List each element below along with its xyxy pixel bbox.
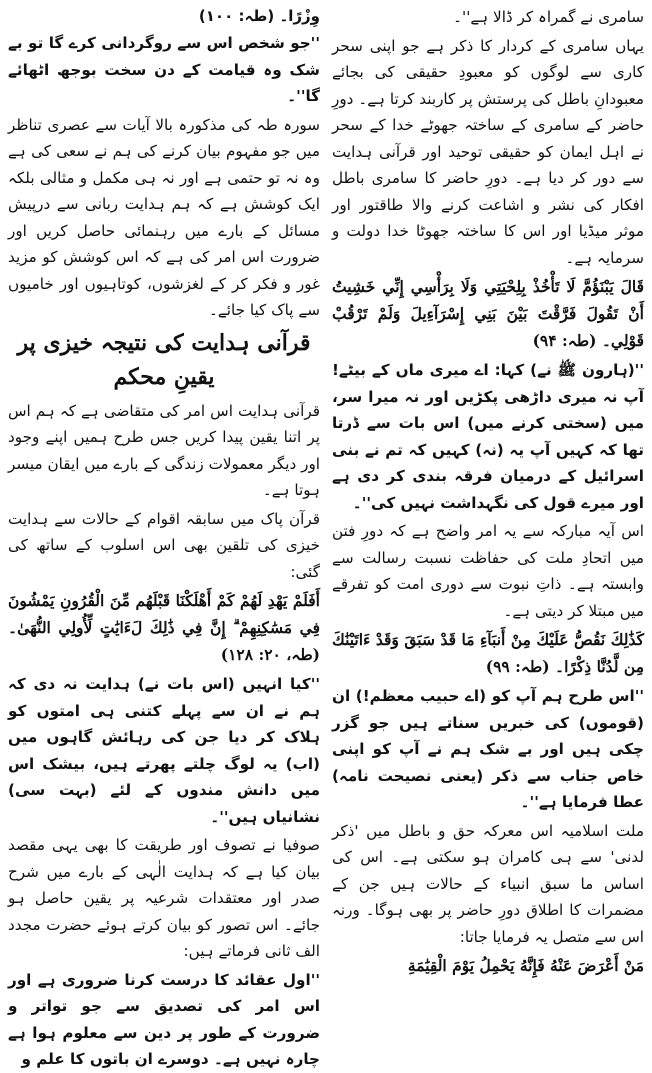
- paragraph: یہاں سامری کے کردار کا ذکر ہے جو اپنی سحر کاری سے لوگوں کو معبودِ حقیقی کی بجائے معبودانِ باطل کی پرستش پر کاربند کرتا ہے۔ دورِ حاضر کے سامری کے ساختہ جھوٹے خدا کے سحر نے اہل ایمان کو حقیقی توحید اور قرآنی ہدایت سے دور کر دیا ہے۔ دورِ حاضر کا سامری باطل افکار کی نشر و اشاعت کرنے والا طاقتور اور موثر میڈیا اور اس کا ساختہ جھوٹا خدا دولت و سرمایہ ہے۔: [332, 36, 644, 267]
- translation-quote: ''کیا انہیں (اس بات نے) ہدایت نہ دی کہ ہم نے ان سے پہلے کتنی ہی امتوں کو ہلاک کر دیا جن کی رہائش گاہوں میں (اب) یہ لوگ چلتے پھرتے ہیں، بیشک اس میں دانش مندوں کے لئے (بہت سی) نشانیاں ہیں''۔: [8, 675, 320, 826]
- translation-quote: ''اول عقائد کا درست کرنا ضروری ہے اور اس امر کی تصدیق سے جو تواتر و ضرورت کے طور پر دین سے معلوم ہوا ہے چارہ نہیں ہے۔ دوسرے ان باتوں کا علم و: [8, 970, 320, 1068]
- paragraph: سامری نے گمراہ کر ڈالا ہے''۔: [453, 8, 644, 26]
- translation-quote: ''(ہارون ﷺ نے) کہا: اے میری ماں کے بیٹے! آپ نہ میری داڑھی پکڑیں اور نہ میرا سر، میں (سختی کرنے میں) اس بات سے ڈرتا تھا کہ کہیں آپ یہ (نہ) کہیں کہ تم نے بنی اسرائیل کے درمیان فرقہ بندی کر دی ہے اور میرے قول کی نگہداشت نہیں کی''۔: [332, 361, 644, 512]
- paragraph: صوفیا نے تصوف اور طریقت کا بھی یہی مقصد بیان کیا ہے کہ ہدایت الٰہی کے بارے میں شرح صدر اور معتقدات شرعیہ پر یقین حاصل ہو جائے۔ اس تصور کو بیان کرتے ہوئے حضرت مجدد الف ثانی فرماتے ہیں:: [8, 836, 320, 960]
- quran-verse: أَفَلَمْ يَهْدِ لَهُمْ كَمْ أَهْلَكْنَا قَبْلَهُم مِّنَ الْقُرُونِ يَمْشُونَ فِي مَسَٰكِنِهِمْ ۗ إِنَّ فِي ذَٰلِكَ لَءَايَٰتٍ لِّأُولِي النُّهَىٰ۔ (طہ، ۲۰: ۱۲۸): [8, 591, 320, 664]
- right-column: [332, 4, 644, 1022]
- paragraph: قرآنی ہدایت اس امر کی متقاضی ہے کہ ہم اس پر اتنا یقین پیدا کریں جس طرح ہمیں اپنے وجود اور دیگر معمولات زندگی کے بارے میں ایقان میسر ہوتا ہے۔: [8, 401, 320, 499]
- verse-reference: وِزْرًا۔ (طہ: ۱۰۰): [198, 7, 320, 25]
- quran-verse: مَنْ أَعْرَضَ عَنْهُ فَإِنَّهُ يَحْمِلُ يَوْمَ الْقِيَٰمَةِ: [407, 956, 644, 975]
- quran-verse: كَذَٰلِكَ نَقُصُّ عَلَيْكَ مِنْ أَنبَآءِ مَا قَدْ سَبَقَ وَقَدْ ءَاتَيْنَٰكَ مِن لَّدُنَّا ذِكْرًا۔ (طہ: ۹۹): [332, 630, 644, 676]
- section-heading: قرآنی ہدایت کی نتیجہ خیزی پر یقینِ محکم: [17, 329, 311, 390]
- translation-quote: ''اس طرح ہم آپ کو (اے حبیب معظم!) ان (قوموں) کی خبریں سناتے ہیں جو گزر چکی ہیں اور بے شک ہم نے آپ کو اپنی خاص جناب سے ذکر (یعنی نصیحت نامہ) عطا فرمایا ہے''۔: [332, 687, 644, 811]
- paragraph: سورہ طہ کی مذکورہ بالا آیات سے عصری تناظر میں جو مفہوم بیان کرنے کی ہم نے سعی کی ہے وہ نہ تو حتمی ہے اور نہ ہی مکمل و مثالی بلکہ ایک کوشش ہے کہ ہم ہدایت ربانی سے درپیش مسائل کے بارے میں رہنمائی حاصل کریں اور ضرورت اس امر کی ہے کہ اس کوشش کو مزید غور و فکر کر کے لغزشوں، کوتاہیوں اور خامیوں سے پاک کیا جائے۔: [8, 115, 320, 319]
- paragraph: قرآن پاک میں سابقہ اقوام کے حالات سے ہدایت خیزی کی تلقین بھی اس اسلوب کے ساتھ کی گئی:: [8, 509, 320, 581]
- paragraph: ملت اسلامیہ اس معرکہ حق و باطل میں 'ذکر لدنی' سے ہی کامران ہو سکتی ہے۔ اس کی اساس ما سبق انبیاء کے حالات ہیں جن کے مضمرات کا اطلاق دورِ حاضر پر بھی ہوگا۔ ورنہ اس سے متصل یہ فرمایا جاتا:: [332, 821, 644, 946]
- translation-quote: ''جو شخص اس سے روگردانی کرے گا تو بے شک وہ قیامت کے دن سخت بوجھ اٹھائے گا''۔: [8, 34, 320, 105]
- left-column: [8, 4, 320, 1068]
- paragraph: اس آیہ مبارکہ سے یہ امر واضح ہے کہ دورِ فتن میں اتحادِ ملت کی حفاظت نسبت رسالت سے وابستہ ہے۔ ذاتِ نبوت سے دوری امت کو تفرقے میں مبتلا کر دیتی ہے۔: [332, 522, 644, 620]
- quran-verse: قَالَ يَبْنَؤُمَّ لَا تَأْخُذْ بِلِحْيَتِي وَلَا بِرَأْسِي إِنِّي خَشِيتُ أَنْ تَقُولَ فَرَّقْتَ بَيْنَ بَنِي إِسْرَآءِيلَ وَلَمْ تَرْقُبْ قَوْلِي۔ (طہ: ۹۴): [332, 277, 644, 350]
